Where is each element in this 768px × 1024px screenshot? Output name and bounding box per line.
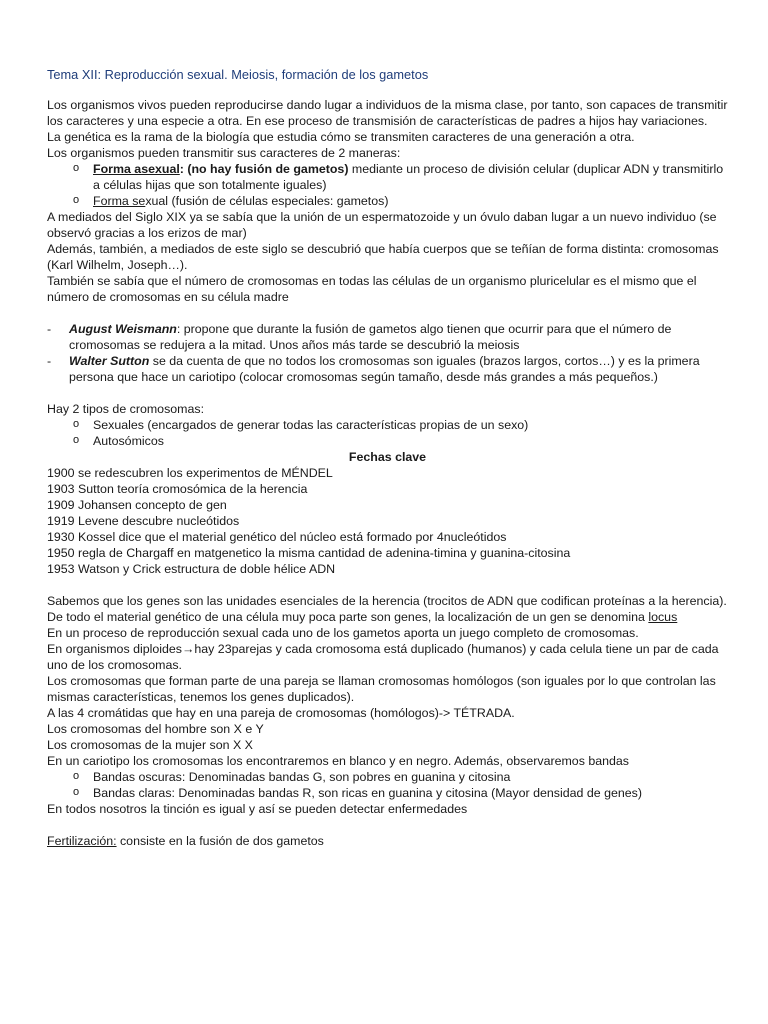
genes-paragraph-5: A las 4 cromátidas que hay en una pareja de cromosomas (homólogos)-> TÉTRADA. — [47, 706, 515, 720]
spacer — [47, 385, 728, 401]
list-item-weismann — [47, 321, 728, 353]
intro-paragraph-3: Los organismos pueden transmitir sus caracteres de 2 maneras: — [47, 146, 401, 160]
scientist-text: se da cuenta de que no todos los cromosomas son iguales (brazos largos, cortos…) y es la primera persona que hace un cariotipo (colocar cromosomas según tamaño, desde más grandes a más pequeños.) — [69, 354, 700, 384]
genes-paragraph-4: Los cromosomas que forman parte de una pareja se llaman cromosomas homólogos (son iguales por lo que controlan las mismas características, tenemos los genes duplicados). — [47, 674, 716, 704]
key-date-item: 1909 Johansen concepto de gen — [47, 498, 227, 512]
spacer — [47, 577, 728, 593]
bands-list — [47, 769, 728, 801]
genes-paragraph-1 — [47, 593, 728, 625]
asexual-term: Forma asexual — [93, 162, 180, 176]
key-date-item: 1900 se redescubren los experimentos de MÉNDEL — [47, 466, 333, 480]
scientist-name: August Weismann — [69, 322, 177, 336]
genes-paragraph-7: Los cromosomas de la mujer son X X — [47, 738, 253, 752]
genes-text: Sabemos que los genes son las unidades esenciales de la herencia (trocitos de ADN que codifican proteínas a la herencia). De todo el material genético de una célula muy poca parte son genes, la localización de un gen se denomina — [47, 594, 727, 624]
list-item-asexual — [47, 161, 728, 193]
genes-paragraph-8: En un cariotipo los cromosomas los encontraremos en blanco y en negro. Además, observaremos bandas — [47, 754, 629, 768]
sexual-term: Forma se — [93, 194, 146, 208]
asexual-text: mediante un proceso de división celular (duplicar ADN y transmitirlo a células hijas que son totalmente iguales) — [93, 162, 724, 192]
chromosome-types-list — [47, 417, 728, 449]
list-item: o Sexuales (encargados de generar todas las características propias de un sexo) — [47, 417, 728, 433]
list-item-sutton — [47, 353, 728, 385]
genes-paragraph-2: En un proceso de reproducción sexual cada uno de los gametos aporta un juego completo de cromosomas. — [47, 626, 639, 640]
key-date-item: 1919 Levene descubre nucleótidos — [47, 514, 240, 528]
asexual-bold: : (no hay fusión de gametos) — [179, 162, 349, 176]
history-paragraph-1: A mediados del Siglo XIX ya se sabía que la unión de un espermatozoide y un óvulo daban lugar a un nuevo individuo (se observó gracias a los erizos de mar) — [47, 210, 717, 240]
key-date-item: 1930 Kossel dice que el material genético del núcleo está formado por 4nucleótidos — [47, 530, 507, 544]
genes-paragraph-9: En todos nosotros la tinción es igual y así se pueden detectar enfermedades — [47, 802, 468, 816]
locus-term: locus — [648, 610, 678, 624]
scientists-list — [47, 321, 728, 385]
spacer — [47, 305, 728, 321]
key-date-item: 1903 Sutton teoría cromosómica de la herencia — [47, 482, 308, 496]
fertilization-term: Fertilización: — [47, 834, 117, 848]
fertilization-paragraph — [47, 833, 728, 849]
chromosome-types-intro: Hay 2 tipos de cromosomas: — [47, 402, 205, 416]
key-date-item: 1950 regla de Chargaff en matgenetico la misma cantidad de adenina-timina y guanina-citosina — [47, 546, 571, 560]
history-paragraph-2: Además, también, a mediados de este siglo se descubrió que había cuerpos que se teñían de forma distinta: cromosomas (Karl Wilhelm, Joseph…). — [47, 242, 719, 272]
list-item: o Bandas claras: Denominadas bandas R, son ricas en guanina y citosina (Mayor densidad de genes) — [47, 785, 728, 801]
page-title: Tema XII: Reproducción sexual. Meiosis, formación de los gametos — [47, 67, 429, 82]
scientist-name: Walter Sutton — [69, 354, 150, 368]
key-date-item: 1953 Watson y Crick estructura de doble hélice ADN — [47, 562, 336, 576]
intro-paragraph-2: La genética es la rama de la biología que estudia cómo se transmiten caracteres de una generación a otra. — [47, 130, 635, 144]
genes-paragraph-6: Los cromosomas del hombre son X e Y — [47, 722, 264, 736]
scientist-text: : propone que durante la fusión de gametos algo tienen que ocurrir para que el número de cromosomas se redujera a la mitad. Unos años más tarde se descubrió la meiosis — [69, 322, 672, 352]
fertilization-text: consiste en la fusión de dos gametos — [116, 834, 324, 848]
list-item: o Autosómicos — [47, 433, 728, 449]
key-dates-heading: Fechas clave — [348, 450, 427, 464]
sexual-text: xual (fusión de células especiales: gametos) — [145, 194, 389, 208]
list-item-sexual — [47, 193, 728, 209]
list-item: o Bandas oscuras: Denominadas bandas G, son pobres en guanina y citosina — [47, 769, 728, 785]
genes-paragraph-3: En organismos diploides→hay 23parejas y cada cromosoma está duplicado (humanos) y cada celula tiene un par de cada uno de los cromosomas. — [47, 642, 719, 672]
reproduction-ways-list — [47, 161, 728, 209]
spacer — [47, 817, 728, 833]
intro-paragraph-1: Los organismos vivos pueden reproducirse dando lugar a individuos de la misma clase, por tanto, son capaces de transmitir los caracteres y una especie a otra. En ese proceso de transmisión de características de padres a hijos hay variaciones. — [47, 98, 728, 128]
history-paragraph-3: También se sabía que el número de cromosomas en todas las células de un organismo pluricelular es el mismo que el número de cromosomas en su célula madre — [47, 274, 697, 304]
